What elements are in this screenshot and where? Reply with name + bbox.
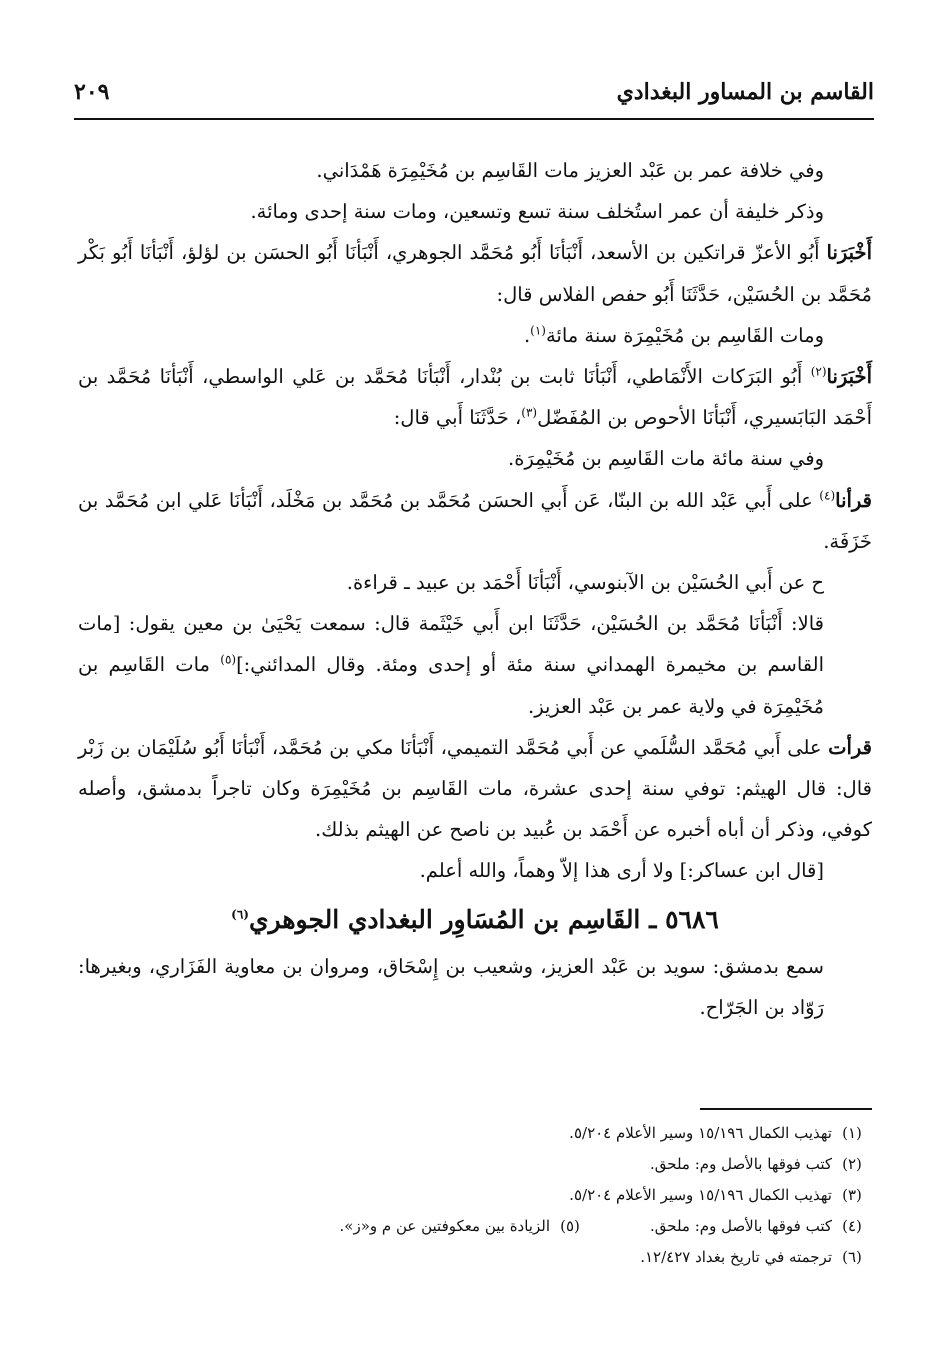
paragraph-lead: قرأت xyxy=(828,735,872,759)
footnote-ref: (٢) xyxy=(810,364,827,379)
footnote-number: (٢) xyxy=(842,1155,862,1173)
header-divider xyxy=(74,118,874,120)
paragraph-12: سمع بدمشق: سويد بن عَبْد العزيز، وشعيب بن إِسْحَاق، ومروان بن معاوية الفَزَاري، وبغيرها: رَوّاد بن الجَرّاح. xyxy=(78,954,824,1019)
paragraph-text: أَبُو الأعزّ قراتكين بن الأسعد، أَنْبَأنَا أَبُو مُحَمَّد الجوهري، أَنْبَأنَا أَبُو الحسَن بن لؤلؤ، أَنْبَأنَا أَبُو بَكْر مُحَمَّد بن الحُسَيْن، حَدَّثَنَا أَبُو حفص الفلاس قال: xyxy=(78,241,872,306)
footnote-gap xyxy=(590,1211,650,1242)
footnote-3 xyxy=(78,1180,872,1211)
paragraph-lead: أَخْبَرَنا xyxy=(826,241,872,265)
footnote-ref: (١) xyxy=(530,323,546,338)
footnote-text: كتب فوقها بالأصل وم: ملحق. xyxy=(650,1155,832,1173)
footnote-ref: (٦) xyxy=(231,907,249,922)
paragraph-lead: أَخْبَرَنا xyxy=(826,365,872,389)
paragraph-text: مات القَاسِم بن مُخَيْمِرَة في ولاية عمر بن عَبْد العزيز. xyxy=(78,653,824,718)
footnote-2 xyxy=(78,1149,872,1180)
paragraph-7 xyxy=(78,480,872,562)
paragraph-1: وفي خلافة عمر بن عَبْد العزيز مات القَاسِم بن مُخَيْمِرَة هَمْدَاني. xyxy=(316,159,824,182)
running-title: القاسم بن المساور البغدادي xyxy=(616,79,874,105)
footnote-ref: (٤) xyxy=(819,488,836,503)
paragraph-end: . xyxy=(523,323,531,347)
page-number: ٢٠٩ xyxy=(74,79,110,105)
paragraph-lead: قرأنا xyxy=(835,488,872,512)
paragraph-6: وفي سنة مائة مات القَاسِم بن مُخَيْمِرَة. xyxy=(508,447,824,471)
footnote-6 xyxy=(78,1242,872,1273)
main-text xyxy=(78,150,872,1028)
paragraph-3 xyxy=(78,232,872,314)
paragraph-text: ، حَدَّثَنَا أَبي قال: xyxy=(393,406,522,430)
paragraph-text: ومات القَاسِم بن مُخَيْمِرَة سنة مائة xyxy=(545,323,824,347)
footnote-number: (٤) xyxy=(842,1217,862,1235)
footnote-text: كتب فوقها بالأصل وم: ملحق. xyxy=(650,1217,832,1235)
paragraph-text: على أَبي مُحَمَّد السُّلَمي عن أَبي مُحَمَّد التميمي، أَنْبَأنَا مكي بن مُحَمَّد، أَنْبَأنَا أَبُو سُلَيْمَان بن زَبْر قال: قال الهيثم: توفي سنة إحدى عشرة، مات القَاسِم بن مُخَيْمِرَة وكان تاجراً بدمشق، وأصله كوفي، وذكر أن أباه أخبره عن أَحْمَد بن عُبيد بن ناصح عن الهيثم بذلك. xyxy=(78,735,872,842)
footnote-text: الزيادة بين معكوفتين عن م و«ز». xyxy=(339,1217,550,1235)
page-header xyxy=(74,72,874,112)
footnote-ref: (٣) xyxy=(521,405,538,420)
paragraph-11: [قال ابن عساكر:] ولا أرى هذا إلاّ وهماً، والله أعلم. xyxy=(419,859,824,883)
paragraph-5 xyxy=(78,356,872,438)
footnotes xyxy=(78,1118,872,1273)
footnote-number: (١) xyxy=(842,1124,862,1142)
paragraph-text: أَبُو البَرَكات الأَنْمَاطي، أَنْبَأنَا ثابت بن بُنْدار، أَنْبَأنَا مُحَمَّد بن عَلي الواسطي، أَنْبَأنَا مُحَمَّد بن أَحْمَد البَابَسيري، أَنْبَأنَا الأحوص بن المُفَضّل xyxy=(78,365,872,430)
footnote-4-and-5 xyxy=(78,1211,872,1242)
footnote-text: تهذيب الكمال ١٥/١٩٦ وسير الأعلام ٥/٢٠٤. xyxy=(569,1186,832,1204)
paragraph-text: قالا: أَنْبَأنَا مُحَمَّد بن الحُسَيْن، حَدَّثَنَا ابن أَبي خَيْثَمة قال: سمعت يَحْيَىٰ بن معين يقول: [مات القاسم بن مخيمرة الهمداني سنة مئة أو إحدى ومئة. وقال المدائني:] xyxy=(78,612,824,677)
paragraph-9 xyxy=(78,603,872,727)
paragraph-8: ح عن أَبي الحُسَيْن بن الآبنوسي، أَنْبَأنَا أَحْمَد بن عبيد ـ قراءة. xyxy=(346,571,824,595)
paragraph-2: وذكر خليفة أن عمر استُخلف سنة تسع وتسعين، ومات سنة إحدى ومائة. xyxy=(250,200,824,224)
footnote-ref: (٥) xyxy=(220,652,237,667)
footnote-number: (٥) xyxy=(560,1217,580,1235)
footnote-number: (٦) xyxy=(842,1248,862,1266)
footnote-text: ترجمته في تاريخ بغداد ١٢/٤٢٧. xyxy=(640,1248,832,1266)
paragraph-4 xyxy=(78,315,872,356)
entry-heading xyxy=(78,896,872,944)
paragraph-text: على أَبي عَبْد الله بن البنّا، عَن أَبي الحسَن مُحَمَّد بن مُحَمَّد بن مَخْلَد، أَنْبَأنَا عَلي ابن مُحَمَّد بن خَزَفَة. xyxy=(78,488,872,553)
footnote-1 xyxy=(78,1118,872,1149)
entry-heading-text: ٥٦٨٦ ـ القَاسِم بن المُسَاوِر البغدادي الجوهري xyxy=(248,904,719,934)
footnote-divider xyxy=(700,1108,872,1110)
paragraph-10 xyxy=(78,727,872,851)
footnote-text: تهذيب الكمال ١٥/١٩٦ وسير الأعلام ٥/٢٠٤. xyxy=(569,1124,832,1142)
footnote-number: (٣) xyxy=(842,1186,862,1204)
